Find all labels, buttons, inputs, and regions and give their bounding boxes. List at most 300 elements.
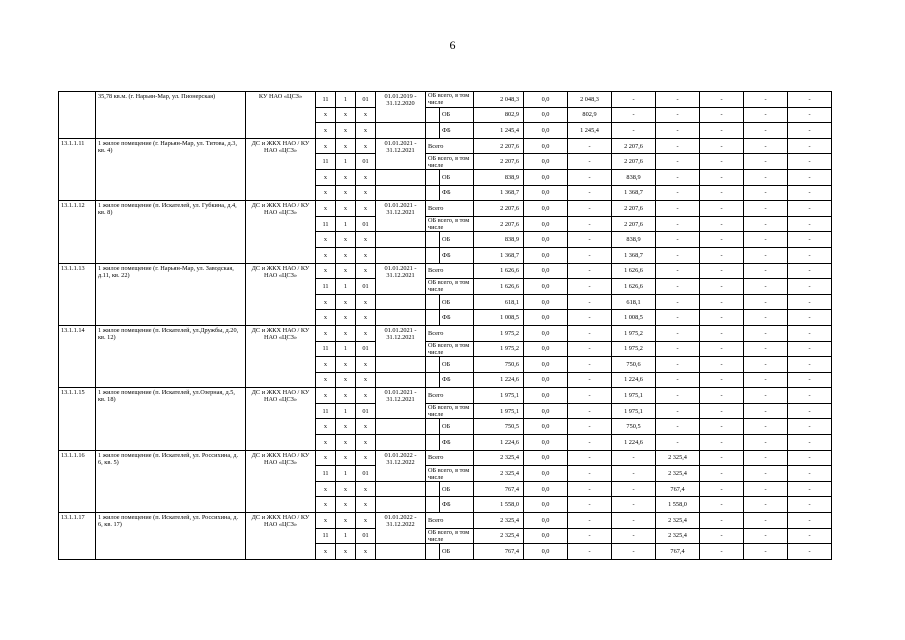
indent-cell (426, 123, 440, 139)
value-cell: 0,0 (524, 435, 568, 451)
funding-type-cell: Всего (426, 388, 474, 404)
empty-cell (376, 419, 426, 435)
budget-code-cell: х (316, 357, 336, 373)
item-code-cell: 13.1.1.13 (59, 263, 96, 325)
empty-cell (376, 372, 426, 388)
value-cell: - (700, 310, 744, 326)
funding-type-cell: ОБ (440, 419, 474, 435)
value-cell: - (568, 185, 612, 201)
value-cell: 838,9 (612, 232, 656, 248)
value-cell: - (700, 372, 744, 388)
value-cell: - (700, 481, 744, 497)
value-cell: - (788, 435, 832, 451)
value-cell: 2 207,6 (612, 154, 656, 170)
value-cell: - (656, 435, 700, 451)
budget-code-cell: х (356, 138, 376, 154)
budget-code-cell: х (316, 325, 336, 341)
value-cell: - (656, 107, 700, 123)
value-cell: - (788, 92, 832, 108)
value-cell: - (700, 357, 744, 373)
value-cell: - (744, 325, 788, 341)
value-cell: - (700, 247, 744, 263)
value-cell: - (744, 450, 788, 466)
budget-code-cell: х (336, 232, 356, 248)
value-cell: 0,0 (524, 232, 568, 248)
total-cell: 2 325,4 (474, 450, 524, 466)
empty-cell (376, 435, 426, 451)
value-cell: - (656, 138, 700, 154)
total-cell: 802,9 (474, 107, 524, 123)
budget-code-cell: х (356, 544, 376, 560)
period-cell: 01.01.2021 - 31.12.2021 (376, 201, 426, 232)
budget-code-cell: 01 (356, 466, 376, 482)
item-name-cell: 1 жилое помещение (п. Искателей, ул. Россихина, д. 6, кв. 17) (96, 513, 246, 560)
budget-code-cell: х (356, 247, 376, 263)
budget-code-cell: х (356, 123, 376, 139)
indent-cell (426, 419, 440, 435)
total-cell: 767,4 (474, 481, 524, 497)
budget-code-cell: 1 (336, 466, 356, 482)
responsible-cell: ДС и ЖКХ НАО / КУ НАО «ЦСЗ» (246, 450, 316, 512)
value-cell: - (744, 544, 788, 560)
value-cell: 750,6 (612, 357, 656, 373)
value-cell: - (700, 513, 744, 529)
total-cell: 2 325,4 (474, 528, 524, 544)
funding-type-cell: ОБ всего, в том числе (426, 154, 474, 170)
value-cell: - (788, 216, 832, 232)
funding-type-cell: ФБ (440, 185, 474, 201)
value-cell: - (568, 169, 612, 185)
indent-cell (426, 435, 440, 451)
budget-code-cell: х (316, 294, 336, 310)
value-cell: 0,0 (524, 169, 568, 185)
value-cell: - (656, 154, 700, 170)
value-cell: - (744, 310, 788, 326)
budget-code-cell: х (356, 372, 376, 388)
value-cell: - (788, 544, 832, 560)
funding-type-cell: ОБ (440, 481, 474, 497)
budget-code-cell: 11 (316, 341, 336, 357)
indent-cell (426, 357, 440, 373)
page-number: 6 (449, 38, 456, 52)
value-cell: - (788, 279, 832, 295)
value-cell: - (612, 466, 656, 482)
value-cell: - (700, 294, 744, 310)
value-cell: - (788, 497, 832, 513)
budget-code-cell: х (336, 169, 356, 185)
value-cell: - (744, 466, 788, 482)
budget-code-cell: х (316, 107, 336, 123)
value-cell: 0,0 (524, 341, 568, 357)
value-cell: - (568, 325, 612, 341)
value-cell: - (744, 513, 788, 529)
item-name-cell: 1 жилое помещение (г. Нарьян-Мар, ул. Титова, д.3, кв. 4) (96, 138, 246, 200)
budget-code-cell: х (336, 372, 356, 388)
total-cell: 2 048,3 (474, 92, 524, 108)
responsible-cell: ДС и ЖКХ НАО / КУ НАО «ЦСЗ» (246, 263, 316, 325)
value-cell: - (656, 185, 700, 201)
value-cell: - (744, 419, 788, 435)
budget-code-cell: х (356, 294, 376, 310)
funding-type-cell: ФБ (440, 310, 474, 326)
funding-type-cell: Всего (426, 263, 474, 279)
indent-cell (426, 169, 440, 185)
budget-code-cell: 01 (356, 92, 376, 108)
value-cell: - (788, 201, 832, 217)
value-cell: - (788, 185, 832, 201)
total-cell: 2 207,6 (474, 216, 524, 232)
funding-type-cell: ОБ (440, 107, 474, 123)
budget-table (58, 91, 876, 560)
budget-code-cell: х (356, 325, 376, 341)
budget-code-cell: 11 (316, 403, 336, 419)
value-cell: - (612, 123, 656, 139)
total-cell: 1 975,1 (474, 403, 524, 419)
item-name-cell: 1 жилое помещение (п. Искателей, ул. Губкина, д.4, кв. 8) (96, 201, 246, 263)
budget-code-cell: х (336, 310, 356, 326)
indent-cell (426, 497, 440, 513)
total-cell: 750,6 (474, 357, 524, 373)
value-cell: 1 368,7 (612, 185, 656, 201)
value-cell: - (744, 247, 788, 263)
value-cell: - (788, 123, 832, 139)
value-cell: 0,0 (524, 544, 568, 560)
budget-code-cell: х (316, 123, 336, 139)
period-cell: 01.01.2021 - 31.12.2021 (376, 263, 426, 294)
total-cell: 2 207,6 (474, 138, 524, 154)
value-cell: 0,0 (524, 92, 568, 108)
value-cell: - (656, 279, 700, 295)
value-cell: 0,0 (524, 310, 568, 326)
value-cell: - (568, 497, 612, 513)
funding-type-cell: ОБ всего, в том числе (426, 403, 474, 419)
value-cell: - (788, 263, 832, 279)
value-cell: - (700, 403, 744, 419)
empty-cell (376, 357, 426, 373)
budget-code-cell: х (336, 247, 356, 263)
period-cell: 01.01.2022 - 31.12.2022 (376, 513, 426, 544)
total-cell: 1 224,6 (474, 372, 524, 388)
value-cell: - (788, 138, 832, 154)
budget-code-cell: 11 (316, 279, 336, 295)
value-cell: - (568, 466, 612, 482)
table-row (59, 92, 876, 108)
value-cell: - (700, 497, 744, 513)
period-cell: 01.01.2022 - 31.12.2022 (376, 450, 426, 481)
value-cell: - (568, 435, 612, 451)
value-cell: - (568, 341, 612, 357)
budget-code-cell: х (356, 310, 376, 326)
value-cell: - (744, 341, 788, 357)
budget-code-cell: х (336, 294, 356, 310)
value-cell: 2 207,6 (612, 138, 656, 154)
budget-code-cell: х (336, 481, 356, 497)
empty-cell (376, 232, 426, 248)
value-cell: - (568, 279, 612, 295)
value-cell: - (656, 263, 700, 279)
value-cell: 0,0 (524, 279, 568, 295)
indent-cell (426, 481, 440, 497)
funding-type-cell: ФБ (440, 372, 474, 388)
total-cell: 618,1 (474, 294, 524, 310)
value-cell: - (700, 169, 744, 185)
budget-code-cell: х (336, 450, 356, 466)
table-row (59, 388, 876, 404)
budget-code-cell: х (356, 513, 376, 529)
total-cell: 1 008,5 (474, 310, 524, 326)
funding-type-cell: Всего (426, 325, 474, 341)
value-cell: - (788, 247, 832, 263)
item-name-cell: 1 жилое помещение (г. Нарьян-Мар, ул. Заводская, д.11, кв. 22) (96, 263, 246, 325)
value-cell: - (568, 263, 612, 279)
value-cell: - (568, 403, 612, 419)
value-cell: 767,4 (656, 481, 700, 497)
empty-cell (376, 497, 426, 513)
indent-cell (426, 185, 440, 201)
budget-code-cell: 1 (336, 528, 356, 544)
value-cell: - (700, 92, 744, 108)
value-cell: - (568, 388, 612, 404)
funding-type-cell: ФБ (440, 497, 474, 513)
value-cell: - (568, 372, 612, 388)
value-cell: - (788, 232, 832, 248)
indent-cell (426, 232, 440, 248)
value-cell: - (788, 294, 832, 310)
value-cell: - (788, 528, 832, 544)
value-cell: - (568, 513, 612, 529)
value-cell: 1 626,6 (612, 279, 656, 295)
value-cell: - (568, 216, 612, 232)
budget-code-cell: х (336, 497, 356, 513)
responsible-cell: ДС и ЖКХ НАО / КУ НАО «ЦСЗ» (246, 138, 316, 200)
empty-cell (376, 481, 426, 497)
responsible-cell: ДС и ЖКХ НАО / КУ НАО «ЦСЗ» (246, 513, 316, 560)
budget-code-cell: х (316, 247, 336, 263)
value-cell: - (744, 232, 788, 248)
budget-code-cell: х (316, 513, 336, 529)
budget-code-cell: х (356, 357, 376, 373)
budget-code-cell: х (356, 388, 376, 404)
value-cell: - (744, 481, 788, 497)
value-cell: 1 224,6 (612, 372, 656, 388)
value-cell: 0,0 (524, 154, 568, 170)
budget-code-cell: 01 (356, 528, 376, 544)
value-cell: - (568, 481, 612, 497)
value-cell: - (656, 169, 700, 185)
value-cell: - (700, 123, 744, 139)
value-cell: 0,0 (524, 466, 568, 482)
value-cell: - (612, 544, 656, 560)
budget-code-cell: 01 (356, 279, 376, 295)
budget-code-cell: 1 (336, 154, 356, 170)
indent-cell (426, 247, 440, 263)
value-cell: - (656, 92, 700, 108)
value-cell: - (788, 357, 832, 373)
table-row (59, 513, 876, 529)
funding-type-cell: ОБ всего, в том числе (426, 92, 474, 108)
total-cell: 838,9 (474, 232, 524, 248)
item-code-cell: 13.1.1.12 (59, 201, 96, 263)
value-cell: - (700, 325, 744, 341)
value-cell: - (612, 497, 656, 513)
value-cell: - (744, 372, 788, 388)
value-cell: - (656, 419, 700, 435)
indent-cell (426, 107, 440, 123)
value-cell: - (612, 528, 656, 544)
budget-code-cell: х (316, 450, 336, 466)
value-cell: - (744, 107, 788, 123)
table-row (59, 201, 876, 217)
item-code-cell: 13.1.1.11 (59, 138, 96, 200)
value-cell: 0,0 (524, 497, 568, 513)
budget-code-cell: х (356, 263, 376, 279)
value-cell: 2 325,4 (656, 513, 700, 529)
value-cell: - (568, 310, 612, 326)
total-cell: 750,5 (474, 419, 524, 435)
value-cell: - (744, 528, 788, 544)
budget-code-cell: х (356, 435, 376, 451)
budget-code-cell: х (336, 435, 356, 451)
value-cell: 1 975,2 (612, 341, 656, 357)
funding-type-cell: ОБ всего, в том числе (426, 528, 474, 544)
budget-code-cell: х (356, 497, 376, 513)
item-name-cell: 35,78 кв.м. (г. Нарьян-Мар, ул. Пионерская) (96, 92, 246, 139)
funding-type-cell: ОБ (440, 294, 474, 310)
value-cell: - (656, 294, 700, 310)
value-cell: - (700, 107, 744, 123)
total-cell: 1 626,6 (474, 279, 524, 295)
item-code-cell: 13.1.1.14 (59, 325, 96, 387)
budget-code-cell: 1 (336, 341, 356, 357)
total-cell: 1 245,4 (474, 123, 524, 139)
value-cell: 0,0 (524, 403, 568, 419)
total-cell: 2 325,4 (474, 513, 524, 529)
value-cell: - (612, 450, 656, 466)
period-cell: 01.01.2021 - 31.12.2021 (376, 325, 426, 356)
period-cell: 01.01.2021 - 31.12.2021 (376, 138, 426, 169)
budget-code-cell: х (316, 388, 336, 404)
funding-type-cell: ОБ (440, 357, 474, 373)
value-cell: - (788, 481, 832, 497)
value-cell: 0,0 (524, 419, 568, 435)
table-row (59, 325, 876, 341)
value-cell: - (744, 201, 788, 217)
value-cell: 1 224,6 (612, 435, 656, 451)
empty-cell (376, 294, 426, 310)
empty-cell (376, 185, 426, 201)
value-cell: 0,0 (524, 123, 568, 139)
value-cell: - (612, 481, 656, 497)
value-cell: - (744, 216, 788, 232)
value-cell: 2 325,4 (656, 528, 700, 544)
item-code-cell (59, 92, 96, 139)
budget-code-cell: х (336, 419, 356, 435)
value-cell: - (700, 341, 744, 357)
total-cell: 1 368,7 (474, 185, 524, 201)
empty-cell (376, 123, 426, 139)
value-cell: 0,0 (524, 263, 568, 279)
value-cell: 750,5 (612, 419, 656, 435)
value-cell: - (700, 232, 744, 248)
value-cell: - (700, 216, 744, 232)
budget-code-cell: 01 (356, 341, 376, 357)
budget-code-cell: х (336, 325, 356, 341)
value-cell: - (612, 513, 656, 529)
value-cell: - (656, 341, 700, 357)
value-cell: 1 975,2 (612, 325, 656, 341)
value-cell: 802,9 (568, 107, 612, 123)
value-cell: 0,0 (524, 185, 568, 201)
total-cell: 1 224,6 (474, 435, 524, 451)
responsible-cell: ДС и ЖКХ НАО / КУ НАО «ЦСЗ» (246, 325, 316, 387)
budget-code-cell: 1 (336, 403, 356, 419)
value-cell: 2 325,4 (656, 466, 700, 482)
funding-type-cell: ОБ всего, в том числе (426, 216, 474, 232)
item-name-cell: 1 жилое помещение (п. Искателей, ул.Озерная, д.5, кв. 18) (96, 388, 246, 450)
value-cell: 1 975,1 (612, 388, 656, 404)
value-cell: 0,0 (524, 388, 568, 404)
table-body (59, 92, 876, 560)
total-cell: 2 207,6 (474, 201, 524, 217)
value-cell: - (788, 372, 832, 388)
value-cell: 1 975,1 (612, 403, 656, 419)
funding-type-cell: Всего (426, 513, 474, 529)
value-cell: - (744, 92, 788, 108)
budget-code-cell: 01 (356, 216, 376, 232)
value-cell: - (788, 154, 832, 170)
budget-code-cell: х (336, 123, 356, 139)
value-cell: - (700, 419, 744, 435)
budget-code-cell: х (316, 310, 336, 326)
value-cell: 1 558,0 (656, 497, 700, 513)
value-cell: - (744, 403, 788, 419)
value-cell: - (788, 403, 832, 419)
value-cell: - (568, 201, 612, 217)
value-cell: - (568, 419, 612, 435)
budget-code-cell: х (336, 138, 356, 154)
value-cell: - (700, 201, 744, 217)
value-cell: 618,1 (612, 294, 656, 310)
value-cell: - (612, 107, 656, 123)
total-cell: 838,9 (474, 169, 524, 185)
value-cell: - (744, 357, 788, 373)
budget-code-cell: х (356, 107, 376, 123)
value-cell: 0,0 (524, 372, 568, 388)
value-cell: - (744, 169, 788, 185)
funding-type-cell: Всего (426, 201, 474, 217)
value-cell: - (700, 263, 744, 279)
value-cell: 0,0 (524, 325, 568, 341)
funding-type-cell: ОБ (440, 232, 474, 248)
budget-code-cell: х (316, 138, 336, 154)
funding-type-cell: ОБ всего, в том числе (426, 466, 474, 482)
budget-code-cell: 1 (336, 92, 356, 108)
budget-code-cell: х (316, 481, 336, 497)
value-cell: - (656, 325, 700, 341)
value-cell: - (700, 544, 744, 560)
budget-code-cell: х (316, 497, 336, 513)
value-cell: - (568, 247, 612, 263)
value-cell: - (744, 263, 788, 279)
value-cell: - (656, 388, 700, 404)
value-cell: - (700, 138, 744, 154)
budget-code-cell: 11 (316, 216, 336, 232)
budget-code-cell: 01 (356, 403, 376, 419)
value-cell: - (656, 403, 700, 419)
period-cell: 01.01.2019 - 31.12.2020 (376, 92, 426, 123)
funding-type-cell: Всего (426, 138, 474, 154)
value-cell: - (700, 450, 744, 466)
